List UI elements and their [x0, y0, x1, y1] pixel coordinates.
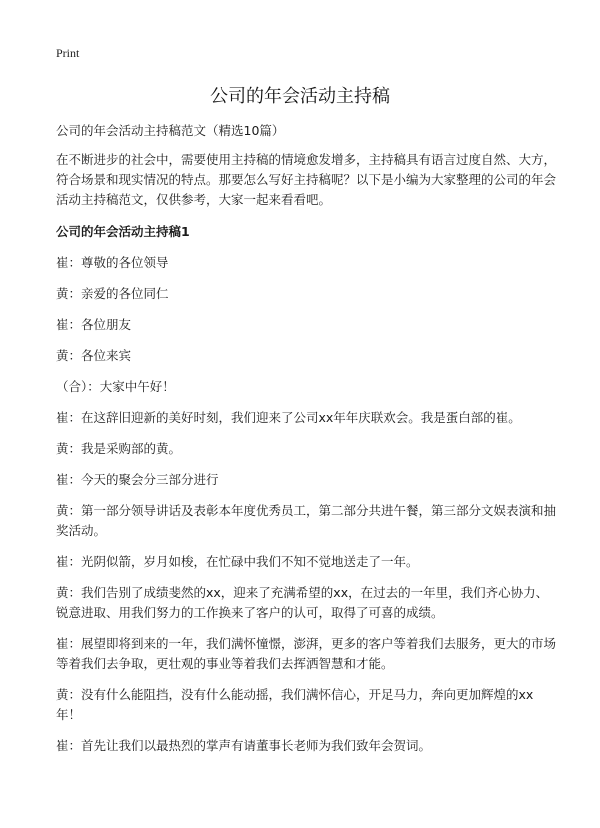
dialog-line: 黄：我们告别了成绩斐然的xx，迎来了充满希望的xx，在过去的一年里，我们齐心协力、锐意进取、用我们努力的工作换来了客户的认可，取得了可喜的成绩。: [56, 585, 549, 620]
dialog-line: 崔：光阴似箭，岁月如梭，在忙碌中我们不知不觉地送走了一年。: [56, 554, 419, 569]
document-body: [56, 121, 556, 767]
dialog-line: 黄：没有什么能阻挡，没有什么能动摇，我们满怀信心，开足马力，奔向更加辉煌的xx年！: [56, 687, 534, 722]
dialog-line: 黄：亲爱的各位同仁: [56, 286, 169, 301]
dialog-line: 黄：第一部分领导讲话及表彰本年度优秀员工，第二部分共进午餐，第三部分文娱表演和抽奖活动。: [56, 503, 557, 538]
dialog-line: 黄：我是采购部的黄。: [56, 441, 182, 456]
section-heading: 公司的年会活动主持稿1: [56, 224, 190, 239]
dialog-line: 崔：今天的聚会分三部分进行: [56, 472, 219, 487]
dialog-line: 崔：尊敬的各位领导: [56, 255, 169, 270]
intro-paragraph: 在不断进步的社会中，需要使用主持稿的情境愈发增多，主持稿具有语言过度自然、大方，符合场景和现实情况的特点。那要怎么写好主持稿呢？以下是小编为大家整理的公司的年会活动主持稿范文，仅供参考，大家一起来看看吧。: [56, 152, 557, 207]
dialog-line: 黄：各位来宾: [56, 348, 132, 363]
dialog-line: 崔：展望即将到来的一年，我们满怀憧憬，澎湃，更多的客户等着我们去服务，更大的市场等着我们去争取，更壮观的事业等着我们去挥洒智慧和才能。: [56, 636, 557, 671]
dialog-line: 崔：在这辞旧迎新的美好时刻，我们迎来了公司xx年年庆联欢会。我是蛋白部的崔。: [56, 410, 521, 425]
dialog-line: 崔：各位朋友: [56, 317, 132, 332]
dialog-line: 崔：首先让我们以最热烈的掌声有请董事长老师为我们致年会贺词。: [56, 738, 432, 753]
dialog-line: （合）：大家中午好！: [56, 379, 175, 394]
subtitle: 公司的年会活动主持稿范文（精选10篇）: [56, 123, 285, 138]
print-link[interactable]: Print: [56, 46, 80, 60]
page-title: 公司的年会活动主持稿: [210, 86, 390, 107]
